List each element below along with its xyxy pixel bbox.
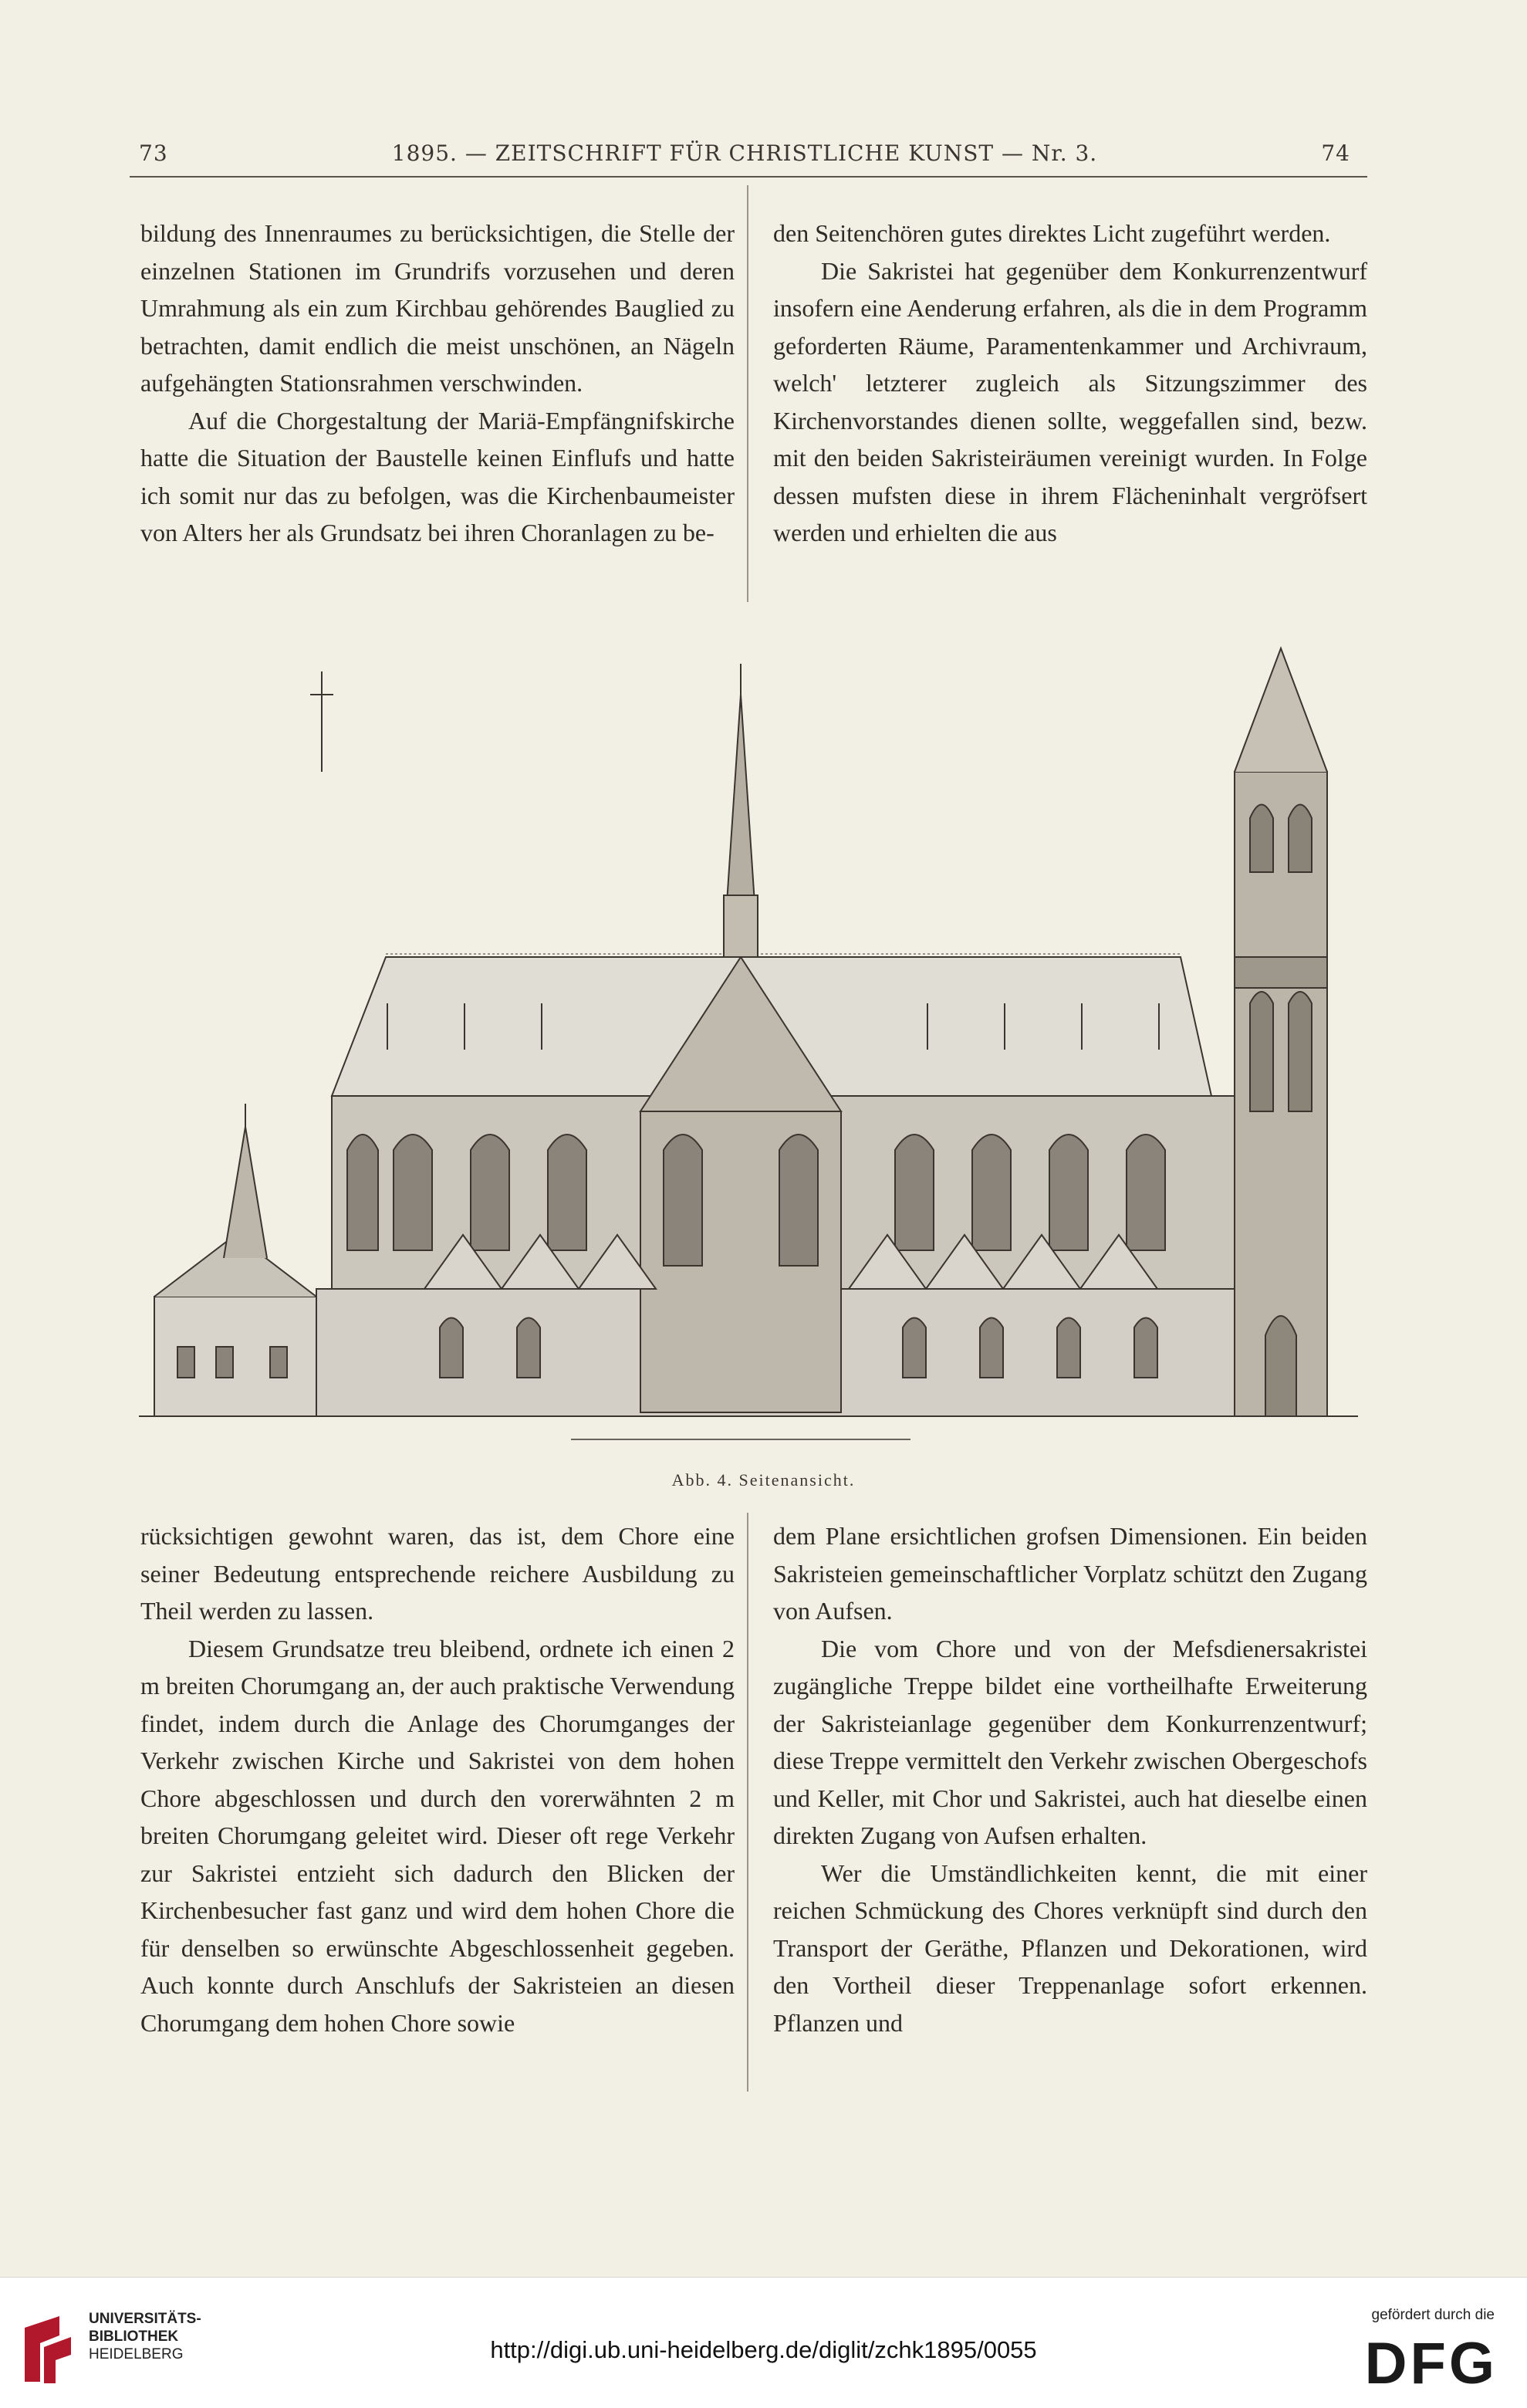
paragraph: dem Plane ersichtlichen grofsen Dimensionen. Ein beiden Sakristeien gemeinschaftlicher Vorplatz schützt den Zugang von Aufsen. [773, 1522, 1367, 1625]
paragraph: Die vom Chore und von der Mefsdienersakristei zugängliche Treppe bildet eine vortheilhafte Erweiterung der Sakristeianlage gegenüber dem Konkurrenzentwurf; diese Treppe vermittelt den Verkehr zwischen Obergeschofs und Keller, mit Chor und Sakristei, auch hat dieselbe einen direkten Zugang von Aufsen erhalten. [773, 1634, 1367, 1849]
text-column-bottom-right [773, 1517, 1367, 2041]
column-divider-top [747, 185, 748, 602]
library-name-line: HEIDELBERG [89, 2346, 184, 2362]
column-divider-bottom [747, 1513, 748, 2092]
journal-title: 1895. — ZEITSCHRIFT FÜR CHRISTLICHE KUNST — Nr. 3. [391, 140, 1098, 166]
figure-caption: Abb. 4. Seitenansicht. [671, 1470, 856, 1490]
library-name-line: UNIVERSITÄTS- [89, 2311, 201, 2327]
header-rule [130, 176, 1367, 178]
source-url-link[interactable]: http://digi.ub.uni-heidelberg.de/diglit/zchk1895/0055 [490, 2336, 1037, 2363]
paragraph: Auf die Chorgestaltung der Mariä-Empfängnifskirche hatte die Situation der Baustelle keinen Einflufs und hatte ich somit nur das zu befolgen, was die Kirchenbaumeister von Alters her als Grundsatz bei ihren Choranlagen zu be- [140, 406, 735, 546]
funded-by-label: gefördert durch die [1371, 2307, 1495, 2323]
dfg-logo: DFG [1364, 2331, 1498, 2396]
left-chapel-spire [224, 1127, 267, 1258]
library-name-line: BIBLIOTHEK [89, 2329, 179, 2345]
text-column-top-right [773, 215, 1367, 552]
page-number-left: 73 [139, 140, 168, 166]
paragraph: Die Sakristei hat gegenüber dem Konkurrenzentwurf insofern eine Aenderung erfahren, als die in dem Programm geforderten Räume, Paramentenkammer und Archivraum, welch' letzterer zugleich als Sitzungszimmer des Kirchenvorstandes dienen sollte, weggefallen sind, bezw. mit den beiden Sakristeiräumen vereinigt wurden. In Folge dessen mufsten diese in ihrem Flächeninhalt vergröfsert werden und erhielten die aus [773, 256, 1367, 546]
digitization-footer [0, 2277, 1527, 2408]
text-column-bottom-left [140, 1517, 735, 2041]
running-header [123, 140, 1366, 171]
church-side-elevation-figure [131, 617, 1366, 1459]
page-number-right: 74 [1321, 140, 1350, 166]
tower-portal [1265, 1316, 1296, 1416]
paragraph: den Seitenchören gutes direktes Licht zugeführt werden. [773, 219, 1331, 247]
crossing-spire [725, 695, 756, 926]
paragraph: bildung des Innenraumes zu berücksichtigen, die Stelle der einzelnen Stationen im Grundrifs vorzusehen und deren Umrahmung als ein zum Kirchbau gehörendes Bauglied zu betrachten, damit endlich die meist unschönen, an Nägeln aufgehängten Stationsrahmen verschwinden. [140, 219, 735, 397]
tower-spire [1235, 648, 1327, 772]
text-column-top-left [140, 215, 735, 552]
church-elevation-drawing [131, 617, 1366, 1459]
paragraph: Wer die Umständlichkeiten kennt, die mit einer reichen Schmückung des Chores verknüpft sind durch den Transport der Geräthe, Pflanzen und Dekorationen, wird den Vortheil dieser Treppenanlage sofort erkennen. Pflanzen und [773, 1858, 1367, 2037]
paragraph: rücksichtigen gewohnt waren, das ist, dem Chore eine seiner Bedeutung entsprechende reichere Ausbildung zu Theil werden zu lassen. [140, 1522, 735, 1625]
paragraph: Diesem Grundsatze treu bleibend, ordnete ich einen 2 m breiten Chorumgang an, der auch praktische Verwendung findet, indem durch die Anlage des Chorumganges der Verkehr zwischen Kirche und Sakristei von dem hohen Chore abgeschlossen und durch den vorerwähnten 2 m breiten Chorumgang geleitet wird. Dieser oft rege Verkehr zur Sakristei entzieht sich dadurch den Blicken der Kirchenbesucher fast ganz und wird dem hohen Chore die für denselben so erwünschte Abgeschlossenheit gegeben. Auch konnte durch Anschlufs der Sakristeien an diesen Chorumgang dem hohen Chore sowie [140, 1634, 735, 2037]
